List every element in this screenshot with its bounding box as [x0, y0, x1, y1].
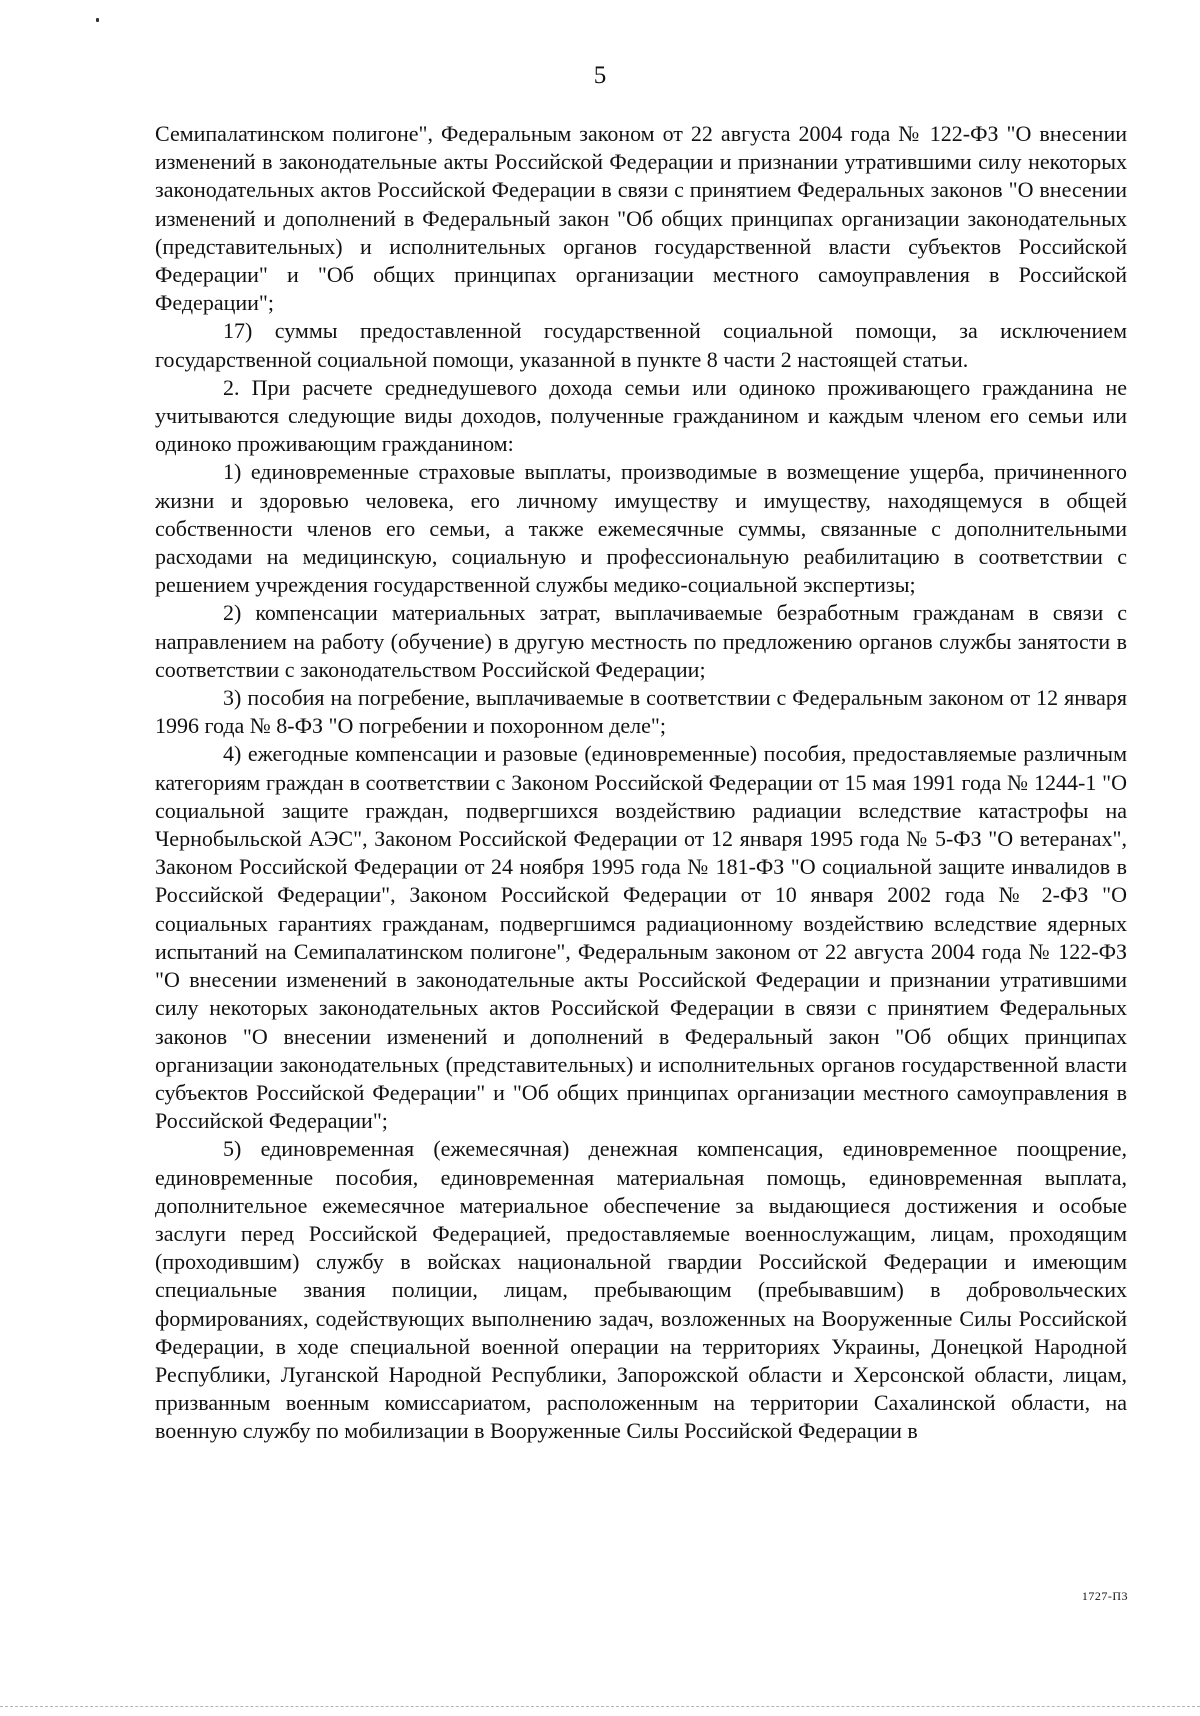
page-number: 5: [593, 62, 607, 89]
paragraph-item-4: 4) ежегодные компенсации и разовые (единовременные) пособия, предоставляемые различным категориям граждан в соответствии с Законом Российской Федерации от 15 мая 1991 года № 1244-1 "О социальной защите граждан, подвергшихся воздействию радиации вследствие катастрофы на Чернобыльской АЭС", Законом Российской Федерации от 12 января 1995 года № 5-ФЗ "О ветеранах", Законом Российской Федерации от 24 ноября 1995 года № 181-ФЗ "О социальной защите инвалидов в Российской Федерации", Законом Российской Федерации от 10 января 2002 года № 2-ФЗ "О социальных гарантиях гражданам, подвергшимся радиационному воздействию вследствие ядерных испытаний на Семипалатинском полигоне", Федеральным законом от 22 августа 2004 года № 122-ФЗ "О внесении изменений в законодательные акты Российской Федерации и признании утратившими силу некоторых законодательных актов Российской Федерации в связи с принятием Федеральных законов "О внесении изменений и дополнений в Федеральный закон "Об общих принципах организации законодательных (представительных) и исполнительных органов государственной власти субъектов Российской Федерации" и "Об общих принципах организации местного самоуправления в Российской Федерации";: [155, 741, 1127, 1134]
scan-speck: [96, 18, 99, 22]
document-body: [155, 120, 1127, 1446]
paragraph-item-5: 5) единовременная (ежемесячная) денежная компенсация, единовременное поощрение, единовременные пособия, единовременная материальная помощь, единовременная выплата, дополнительное ежемесячное материальное обеспечение за выдающиеся достижения и особые заслуги перед Российской Федерацией, предоставляемые военнослужащим, лицам, проходящим (проходившим) службу в войсках национальной гвардии Российской Федерации и имеющим специальные звания полиции, лицам, пребывающим (пребывавшим) в добровольческих формированиях, содействующих выполнению задач, возложенных на Вооруженные Силы Российской Федерации, в ходе специальной военной операции на территориях Украины, Донецкой Народной Республики, Луганской Народной Республики, Запорожской области и Херсонской области, лицам, призванным военным комиссариатом, расположенным на территории Сахалинской области, на военную службу по мобилизации в Вооруженные Силы Российской Федерации в: [155, 1136, 1127, 1444]
paragraph-section-2: 2. При расчете среднедушевого дохода семьи или одиноко проживающего гражданина не учитываются следующие виды доходов, полученные гражданином и каждым членом его семьи или одиноко проживающим гражданином:: [155, 374, 1127, 457]
paragraph-continuation: Семипалатинском полигоне", Федеральным законом от 22 августа 2004 года № 122-ФЗ "О внесении изменений в законодательные акты Российской Федерации и признании утратившими силу некоторых законодательных актов Российской Федерации в связи с принятием Федеральных законов "О внесении изменений и дополнений в Федеральный закон "Об общих принципах организации законодательных (представительных) и исполнительных органов государственной власти субъектов Российской Федерации" и "Об общих принципах организации местного самоуправления в Российской Федерации";: [155, 121, 1127, 316]
paragraph-item-3: 3) пособия на погребение, выплачиваемые в соответствии с Федеральным законом от 12 января 1996 года № 8-ФЗ "О погребении и похоронном деле";: [155, 685, 1127, 739]
paragraph-item-1: 1) единовременные страховые выплаты, производимые в возмещение ущерба, причиненного жизни и здоровью человека, его личному имуществу и имуществу, находящемуся в общей собственности членов его семьи, а также ежемесячные суммы, связанные с дополнительными расходами на медицинскую, социальную и профессиональную реабилитацию в соответствии с решением учреждения государственной службы медико-социальной экспертизы;: [155, 459, 1127, 598]
scan-edge-line: [0, 1706, 1200, 1707]
document-code: 1727-П3: [1081, 1589, 1128, 1603]
paragraph-item-2: 2) компенсации материальных затрат, выплачиваемые безработным гражданам в связи с направлением на работу (обучение) в другую местность по предложению органов службы занятости в соответствии с законодательством Российской Федерации;: [155, 600, 1127, 682]
paragraph-item-17: 17) суммы предоставленной государственной социальной помощи, за исключением государственной социальной помощи, указанной в пункте 8 части 2 настоящей статьи.: [155, 318, 1127, 372]
